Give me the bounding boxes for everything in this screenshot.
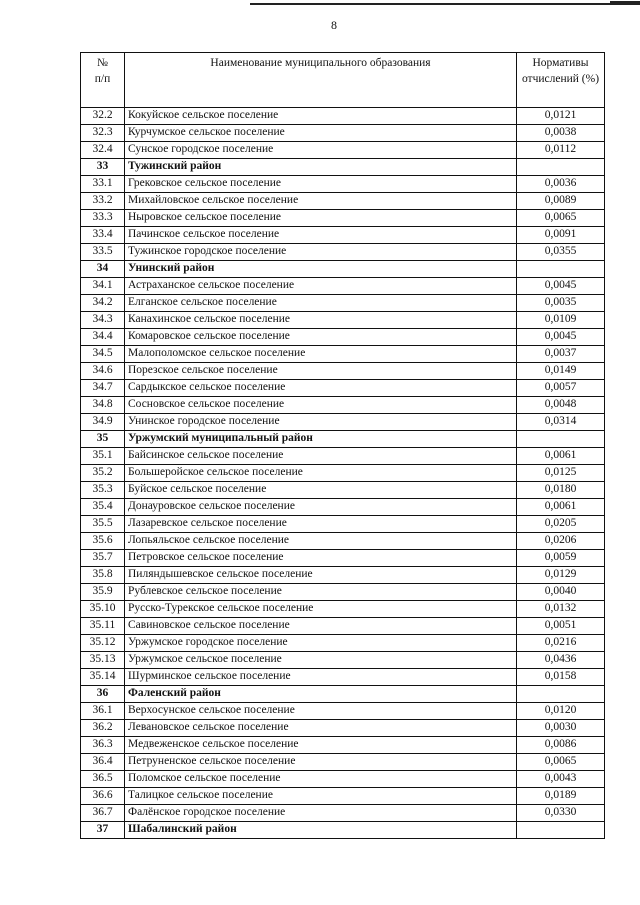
row-name: Уржумское сельское поселение bbox=[125, 652, 517, 669]
row-number: 36.4 bbox=[81, 754, 125, 771]
row-value: 0,0120 bbox=[517, 703, 605, 720]
scan-artifact-corner bbox=[610, 1, 640, 4]
row-number: 35.9 bbox=[81, 584, 125, 601]
row-name: Тужинское городское поселение bbox=[125, 244, 517, 261]
row-number: 34.3 bbox=[81, 312, 125, 329]
row-value: 0,0065 bbox=[517, 754, 605, 771]
table-row bbox=[81, 176, 605, 193]
row-name: Пиляндышевское сельское поселение bbox=[125, 567, 517, 584]
row-number: 34 bbox=[81, 261, 125, 278]
row-name: Астраханское сельское поселение bbox=[125, 278, 517, 295]
table-row bbox=[81, 550, 605, 567]
row-name: Медвеженское сельское поселение bbox=[125, 737, 517, 754]
row-name: Кокуйское сельское поселение bbox=[125, 108, 517, 125]
row-value: 0,0086 bbox=[517, 737, 605, 754]
row-number: 34.1 bbox=[81, 278, 125, 295]
row-name: Русско-Турекское сельское поселение bbox=[125, 601, 517, 618]
row-number: 35.13 bbox=[81, 652, 125, 669]
row-number: 35.11 bbox=[81, 618, 125, 635]
row-name: Канахинское сельское поселение bbox=[125, 312, 517, 329]
district-row bbox=[81, 431, 605, 448]
row-value: 0,0129 bbox=[517, 567, 605, 584]
table-row bbox=[81, 329, 605, 346]
row-name: Сардыкское сельское поселение bbox=[125, 380, 517, 397]
row-value: 0,0206 bbox=[517, 533, 605, 550]
row-value: 0,0059 bbox=[517, 550, 605, 567]
row-name: Шабалинский район bbox=[125, 822, 517, 839]
row-name: Уржумский муниципальный район bbox=[125, 431, 517, 448]
row-value: 0,0038 bbox=[517, 125, 605, 142]
row-value: 0,0216 bbox=[517, 635, 605, 652]
row-number: 35.14 bbox=[81, 669, 125, 686]
table-row bbox=[81, 499, 605, 516]
row-value bbox=[517, 159, 605, 176]
row-number: 35 bbox=[81, 431, 125, 448]
row-value: 0,0048 bbox=[517, 397, 605, 414]
table-row bbox=[81, 414, 605, 431]
table-row bbox=[81, 193, 605, 210]
row-name: Савиновское сельское поселение bbox=[125, 618, 517, 635]
table-body bbox=[81, 108, 605, 839]
row-name: Донауровское сельское поселение bbox=[125, 499, 517, 516]
table-row bbox=[81, 533, 605, 550]
row-number: 34.7 bbox=[81, 380, 125, 397]
row-name: Унинский район bbox=[125, 261, 517, 278]
row-value bbox=[517, 261, 605, 278]
row-number: 34.8 bbox=[81, 397, 125, 414]
row-value: 0,0089 bbox=[517, 193, 605, 210]
row-value: 0,0091 bbox=[517, 227, 605, 244]
table-row bbox=[81, 227, 605, 244]
row-name: Елганское сельское поселение bbox=[125, 295, 517, 312]
row-number: 32.3 bbox=[81, 125, 125, 142]
row-name: Петровское сельское поселение bbox=[125, 550, 517, 567]
row-value: 0,0051 bbox=[517, 618, 605, 635]
header-name: Наименование муниципального образования bbox=[125, 53, 517, 108]
table-row bbox=[81, 346, 605, 363]
row-name: Петруненское сельское поселение bbox=[125, 754, 517, 771]
table-row bbox=[81, 448, 605, 465]
table-row bbox=[81, 788, 605, 805]
table-row bbox=[81, 142, 605, 159]
row-name: Грековское сельское поселение bbox=[125, 176, 517, 193]
table-row bbox=[81, 584, 605, 601]
table-row bbox=[81, 567, 605, 584]
row-value: 0,0149 bbox=[517, 363, 605, 380]
row-number: 35.1 bbox=[81, 448, 125, 465]
row-name: Шурминское сельское поселение bbox=[125, 669, 517, 686]
header-number: № п/п bbox=[81, 53, 125, 108]
row-name: Большеройское сельское поселение bbox=[125, 465, 517, 482]
row-value: 0,0045 bbox=[517, 329, 605, 346]
row-value: 0,0205 bbox=[517, 516, 605, 533]
table-row bbox=[81, 635, 605, 652]
table-row bbox=[81, 754, 605, 771]
row-value: 0,0045 bbox=[517, 278, 605, 295]
row-name: Фалёнское городское поселение bbox=[125, 805, 517, 822]
row-value: 0,0036 bbox=[517, 176, 605, 193]
table-row bbox=[81, 295, 605, 312]
row-value: 0,0121 bbox=[517, 108, 605, 125]
row-value: 0,0061 bbox=[517, 499, 605, 516]
row-number: 36.2 bbox=[81, 720, 125, 737]
row-value: 0,0112 bbox=[517, 142, 605, 159]
row-number: 32.4 bbox=[81, 142, 125, 159]
row-name: Ныровское сельское поселение bbox=[125, 210, 517, 227]
table-row bbox=[81, 737, 605, 754]
row-number: 35.2 bbox=[81, 465, 125, 482]
row-value bbox=[517, 686, 605, 703]
row-name: Буйское сельское поселение bbox=[125, 482, 517, 499]
row-name: Лазаревское сельское поселение bbox=[125, 516, 517, 533]
row-number: 35.12 bbox=[81, 635, 125, 652]
row-number: 34.2 bbox=[81, 295, 125, 312]
row-number: 33.4 bbox=[81, 227, 125, 244]
row-value: 0,0158 bbox=[517, 669, 605, 686]
row-name: Пачинское сельское поселение bbox=[125, 227, 517, 244]
row-name: Тужинский район bbox=[125, 159, 517, 176]
table-row bbox=[81, 720, 605, 737]
row-value: 0,0035 bbox=[517, 295, 605, 312]
row-value: 0,0355 bbox=[517, 244, 605, 261]
row-number: 34.9 bbox=[81, 414, 125, 431]
row-number: 33.5 bbox=[81, 244, 125, 261]
row-number: 35.7 bbox=[81, 550, 125, 567]
table-row bbox=[81, 805, 605, 822]
table-row bbox=[81, 244, 605, 261]
scan-artifact-line bbox=[250, 3, 640, 5]
table-row bbox=[81, 601, 605, 618]
row-number: 35.3 bbox=[81, 482, 125, 499]
row-value bbox=[517, 822, 605, 839]
table-row bbox=[81, 108, 605, 125]
row-value: 0,0061 bbox=[517, 448, 605, 465]
row-number: 33.1 bbox=[81, 176, 125, 193]
district-row bbox=[81, 159, 605, 176]
row-value: 0,0040 bbox=[517, 584, 605, 601]
row-number: 33 bbox=[81, 159, 125, 176]
row-value: 0,0436 bbox=[517, 652, 605, 669]
row-name: Рублевское сельское поселение bbox=[125, 584, 517, 601]
district-row bbox=[81, 261, 605, 278]
table-header-row bbox=[81, 53, 605, 108]
table-row bbox=[81, 652, 605, 669]
table-row bbox=[81, 482, 605, 499]
row-name: Курчумское сельское поселение bbox=[125, 125, 517, 142]
row-value: 0,0109 bbox=[517, 312, 605, 329]
row-name: Верхосунское сельское поселение bbox=[125, 703, 517, 720]
row-value: 0,0189 bbox=[517, 788, 605, 805]
table-row bbox=[81, 703, 605, 720]
header-norm: Нормативы отчислений (%) bbox=[517, 53, 605, 108]
table-row bbox=[81, 380, 605, 397]
row-number: 36 bbox=[81, 686, 125, 703]
row-value bbox=[517, 431, 605, 448]
row-number: 34.5 bbox=[81, 346, 125, 363]
table-row bbox=[81, 618, 605, 635]
row-name: Лопьяльское сельское поселение bbox=[125, 533, 517, 550]
row-number: 36.5 bbox=[81, 771, 125, 788]
row-name: Михайловское сельское поселение bbox=[125, 193, 517, 210]
row-value: 0,0330 bbox=[517, 805, 605, 822]
table-row bbox=[81, 669, 605, 686]
table-row bbox=[81, 397, 605, 414]
table-row bbox=[81, 516, 605, 533]
row-value: 0,0057 bbox=[517, 380, 605, 397]
row-name: Фаленский район bbox=[125, 686, 517, 703]
table-row bbox=[81, 465, 605, 482]
row-number: 35.5 bbox=[81, 516, 125, 533]
row-name: Левановское сельское поселение bbox=[125, 720, 517, 737]
row-name: Поломское сельское поселение bbox=[125, 771, 517, 788]
row-number: 32.2 bbox=[81, 108, 125, 125]
row-number: 34.6 bbox=[81, 363, 125, 380]
row-number: 36.6 bbox=[81, 788, 125, 805]
row-value: 0,0132 bbox=[517, 601, 605, 618]
row-number: 37 bbox=[81, 822, 125, 839]
table-row bbox=[81, 210, 605, 227]
table-row bbox=[81, 125, 605, 142]
page-number: 8 bbox=[331, 18, 337, 32]
table-row bbox=[81, 363, 605, 380]
table-row bbox=[81, 771, 605, 788]
row-name: Унинское городское поселение bbox=[125, 414, 517, 431]
row-name: Сунское городское поселение bbox=[125, 142, 517, 159]
row-value: 0,0037 bbox=[517, 346, 605, 363]
row-name: Талицкое сельское поселение bbox=[125, 788, 517, 805]
row-name: Порезское сельское поселение bbox=[125, 363, 517, 380]
row-name: Комаровское сельское поселение bbox=[125, 329, 517, 346]
row-number: 35.6 bbox=[81, 533, 125, 550]
row-number: 34.4 bbox=[81, 329, 125, 346]
row-value: 0,0030 bbox=[517, 720, 605, 737]
district-row bbox=[81, 822, 605, 839]
row-name: Сосновское сельское поселение bbox=[125, 397, 517, 414]
district-row bbox=[81, 686, 605, 703]
row-number: 36.1 bbox=[81, 703, 125, 720]
row-number: 36.7 bbox=[81, 805, 125, 822]
row-number: 35.10 bbox=[81, 601, 125, 618]
row-number: 36.3 bbox=[81, 737, 125, 754]
table-row bbox=[81, 312, 605, 329]
row-value: 0,0043 bbox=[517, 771, 605, 788]
row-value: 0,0065 bbox=[517, 210, 605, 227]
norms-table bbox=[80, 52, 605, 839]
row-number: 33.3 bbox=[81, 210, 125, 227]
row-name: Малополомское сельское поселение bbox=[125, 346, 517, 363]
row-value: 0,0125 bbox=[517, 465, 605, 482]
row-number: 33.2 bbox=[81, 193, 125, 210]
row-name: Байсинское сельское поселение bbox=[125, 448, 517, 465]
row-name: Уржумское городское поселение bbox=[125, 635, 517, 652]
row-value: 0,0180 bbox=[517, 482, 605, 499]
row-value: 0,0314 bbox=[517, 414, 605, 431]
table-row bbox=[81, 278, 605, 295]
row-number: 35.8 bbox=[81, 567, 125, 584]
row-number: 35.4 bbox=[81, 499, 125, 516]
